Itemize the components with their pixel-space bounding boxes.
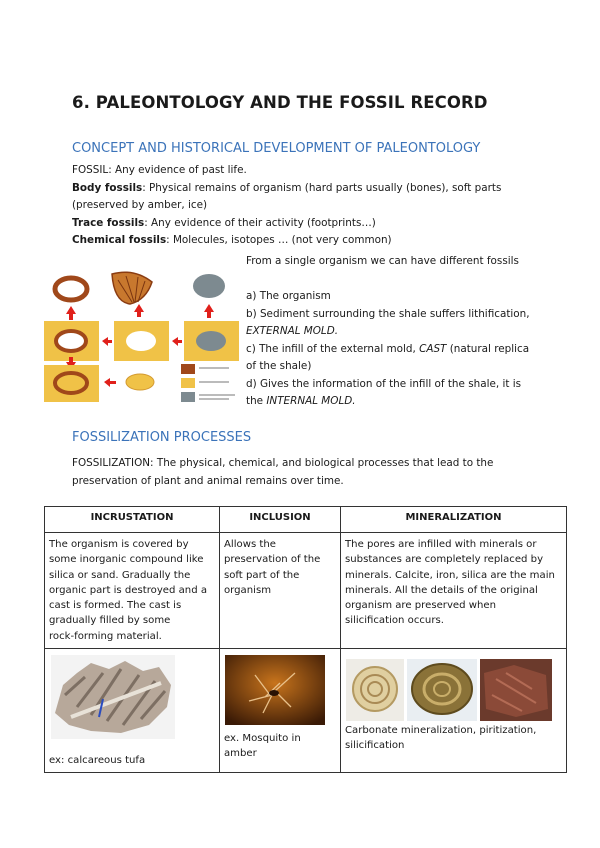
definitions-block bbox=[72, 162, 552, 250]
section-heading-concept: CONCEPT AND HISTORICAL DEVELOPMENT OF PALEONTOLOGY bbox=[72, 141, 481, 156]
mosquito-in-amber-image bbox=[225, 655, 325, 725]
legend-swatch-mold bbox=[181, 364, 195, 374]
table-row-descriptions bbox=[45, 533, 567, 649]
fossilization-definition bbox=[72, 455, 552, 490]
arrow-up-2 bbox=[134, 304, 144, 317]
page-title: 6. PALEONTOLOGY AND THE FOSSIL RECORD bbox=[72, 93, 488, 112]
body-fossils-text: : Physical remains of organism (hard parts usually (bones), soft parts bbox=[142, 181, 502, 194]
incrustation-description: The organism is covered by some inorganic compound like silica or sand. Gradually the organic part is destroyed and a cast is formed. The cast is gradually filled by some rock-forming material. bbox=[45, 533, 220, 649]
step-b-term: EXTERNAL MOLD. bbox=[246, 325, 339, 337]
cast-fossil bbox=[126, 374, 154, 390]
trace-fossils-text: : Any evidence of their activity (footprints…) bbox=[144, 216, 376, 229]
fossil-formation-diagram bbox=[44, 270, 239, 410]
step-d: d) Gives the information of the infill of the shale, it is bbox=[246, 377, 522, 390]
legend-swatch-sediment bbox=[181, 378, 195, 388]
step-d-term: INTERNAL MOLD. bbox=[266, 395, 356, 407]
fossilization-def-line1: FOSSILIZATION: The physical, chemical, and biological processes that lead to the bbox=[72, 457, 494, 469]
chemical-fossils-text: : Molecules, isotopes … (not very common) bbox=[166, 234, 392, 246]
organism-shell-outline bbox=[55, 278, 87, 300]
incrustation-example bbox=[45, 649, 220, 773]
arrow-up-3 bbox=[204, 304, 214, 318]
mineralization-example bbox=[341, 649, 567, 773]
mineralization-caption-2: silicification bbox=[345, 740, 405, 752]
fossil-definition: FOSSIL: Any evidence of past life. bbox=[72, 164, 247, 176]
body-fossils-term: Body fossils bbox=[72, 181, 143, 194]
fossilization-def-line2: preservation of plant and animal remains over time. bbox=[72, 474, 344, 487]
table-row-examples bbox=[45, 649, 567, 773]
header-mineralization: MINERALIZATION bbox=[341, 507, 567, 533]
scallop-shell-image bbox=[112, 272, 152, 304]
fossil-types-explanation bbox=[246, 253, 546, 411]
incrustation-caption: ex: calcareous tufa bbox=[49, 755, 146, 767]
step-c-text-cont: (natural replica bbox=[446, 342, 530, 355]
inclusion-description: Allows the preservation of the soft part of the organism bbox=[220, 533, 341, 649]
calcareous-tufa-image bbox=[51, 655, 175, 739]
step-a: a) The organism bbox=[246, 290, 331, 302]
step-c-text: c) The infill of the external mold, bbox=[246, 342, 420, 355]
header-inclusion: INCLUSION bbox=[220, 507, 341, 533]
chemical-fossils-term: Chemical fossils bbox=[72, 234, 167, 246]
fossil-types-intro: From a single organism we can have different fossils bbox=[246, 255, 519, 267]
body-fossils-text-cont: (preserved by amber, ice) bbox=[72, 199, 208, 211]
trace-fossils-term: Trace fossils bbox=[72, 216, 145, 229]
inclusion-caption-1: ex. Mosquito in bbox=[224, 733, 301, 745]
header-incrustation: INCRUSTATION bbox=[45, 507, 220, 533]
table-header-row bbox=[45, 507, 567, 533]
inclusion-example bbox=[220, 649, 341, 773]
fossilization-table bbox=[44, 506, 567, 773]
section-heading-fossilization: FOSSILIZATION PROCESSES bbox=[72, 430, 252, 445]
mineralized-ammonites-image bbox=[346, 659, 556, 721]
step-c-text-2: of the shale) bbox=[246, 360, 312, 372]
step-c-term: CAST bbox=[419, 342, 447, 355]
mineralization-description: The pores are infilled with minerals or substances are completely replaced by minerals. Calcite, iron, silica are the main minerals. All the details of the original organism are preserved when silicification occurs. bbox=[341, 533, 567, 649]
legend-swatch-infill bbox=[181, 392, 195, 402]
mineralization-caption-1: Carbonate mineralization, piritization, bbox=[345, 725, 537, 737]
arrow-up-1 bbox=[66, 306, 76, 320]
inclusion-caption-2: amber bbox=[224, 748, 257, 760]
step-b: b) Sediment surrounding the shale suffers lithification, bbox=[246, 307, 530, 320]
gray-fossil-top bbox=[193, 274, 225, 298]
step-d-text-2: the bbox=[246, 395, 267, 407]
